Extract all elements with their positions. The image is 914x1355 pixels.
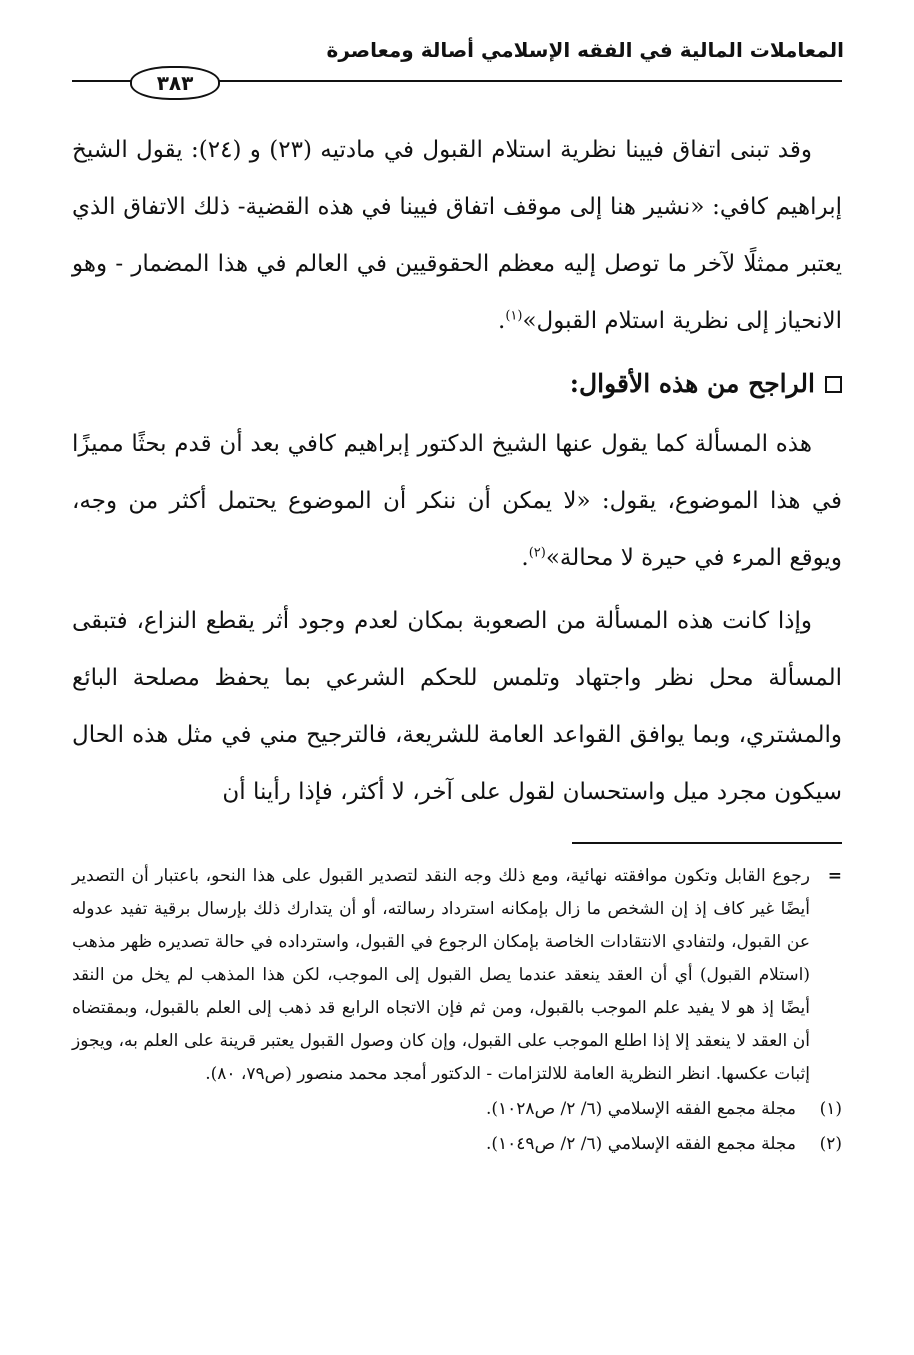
footnote-text: مجلة مجمع الفقه الإسلامي (٦/ ٢/ ص١٠٢٨). xyxy=(485,1099,796,1119)
section-heading xyxy=(72,356,842,412)
footnote-number: (١) xyxy=(819,1099,842,1119)
running-header: المعاملات المالية في الفقه الإسلامي أصالة ومعاصرة xyxy=(326,38,844,62)
paragraph-kafi-quote xyxy=(72,416,842,587)
footnotes xyxy=(72,860,842,1161)
page-number: ٣٨٣ xyxy=(130,66,220,100)
footnote-continuation-text: رجوع القابل وتكون موافقته نهائية، ومع ذلك وجه النقد لتصدير القبول على هذا النحو، باعتبار أن التصدير أيضًا غير كاف إذ إن الشخص ما زال بإمكانه استرداد رسالته، أو أن يتدارك ذلك بإرسال برقية تفيد عدوله عن القبول، ولتفادي الانتقادات الخاصة بإمكان الرجوع في القبول، واسترداده في حالة تصديره ظهر مذهب (استلام القبول) أي أن العقد ينعقد عندما يصل القبول إلى الموجب، لكن هذا المذهب لم يخل من النقد أيضًا إذ هو لا يفيد علم الموجب بالقبول، ومن ثم فإن الاتجاه الرابع قد ذهب إلى العلم بالقبول، وبمقتضاه أن العقد لا ينعقد إلا إذا اطلع الموجب على القبول، وإن كان وصول القبول يعتبر قرينة على العلم به، ويجوز إثبات عكسها. انظر النظرية العامة للالتزامات - الدكتور أمجد محمد منصور (ص٧٩، ٨٠). xyxy=(72,866,810,1084)
square-bullet-icon xyxy=(825,376,842,393)
footnote-separator xyxy=(572,842,842,844)
paragraph-preference xyxy=(72,593,842,821)
footnote-number: (٢) xyxy=(819,1134,842,1154)
paragraph-text: وقد تبنى اتفاق فيينا نظرية استلام القبول في مادتيه (٢٣) و (٢٤): يقول الشيخ إبراهيم كافي: «نشير هنا إلى موقف اتفاق فيينا في هذه القضية- ذلك الاتفاق الذي يعتبر ممثلًا لآخر ما توصل إليه معظم الحقوقيين في العالم في هذا المضمار - وهو الانحياز إلى نظرية استلام القبول» xyxy=(72,137,842,334)
footnote-ref-1: (١) xyxy=(505,308,523,324)
section-heading-text: الراجح من هذه الأقوال: xyxy=(569,369,815,398)
footnote-ref-2: (٢) xyxy=(528,545,546,561)
paragraph-text: هذه المسألة كما يقول عنها الشيخ الدكتور إبراهيم كافي بعد أن قدم بحثًا مميزًا في هذا الموضوع، يقول: «لا يمكن أن ننكر أن الموضوع يحتمل أكثر من وجه، ويوقع المرء في حيرة لا محالة» xyxy=(72,431,842,571)
paragraph-end: . xyxy=(498,308,506,334)
footnote-text: مجلة مجمع الفقه الإسلامي (٦/ ٢/ ص١٠٤٩). xyxy=(485,1134,796,1154)
paragraph-text: وإذا كانت هذه المسألة من الصعوبة بمكان لعدم وجود أثر يقطع النزاع، فتبقى المسألة محل نظر واجتهاد وتلمس للحكم الشرعي بما يحفظ مصلحة البائع والمشتري، وبما يوافق القواعد العامة للشريعة، فالترجيح مني في مثل هذه الحال سيكون مجرد ميل واستحسان لقول على آخر، لا أكثر، فإذا رأينا أن xyxy=(72,608,842,805)
continuation-marker: = xyxy=(827,866,842,886)
paragraph-end: . xyxy=(521,545,529,571)
footnote-item xyxy=(72,1128,842,1161)
footnote-continuation xyxy=(72,860,842,1091)
footnote-item xyxy=(72,1093,842,1126)
paragraph-vienna-agreement xyxy=(72,122,842,350)
main-text xyxy=(72,122,842,821)
